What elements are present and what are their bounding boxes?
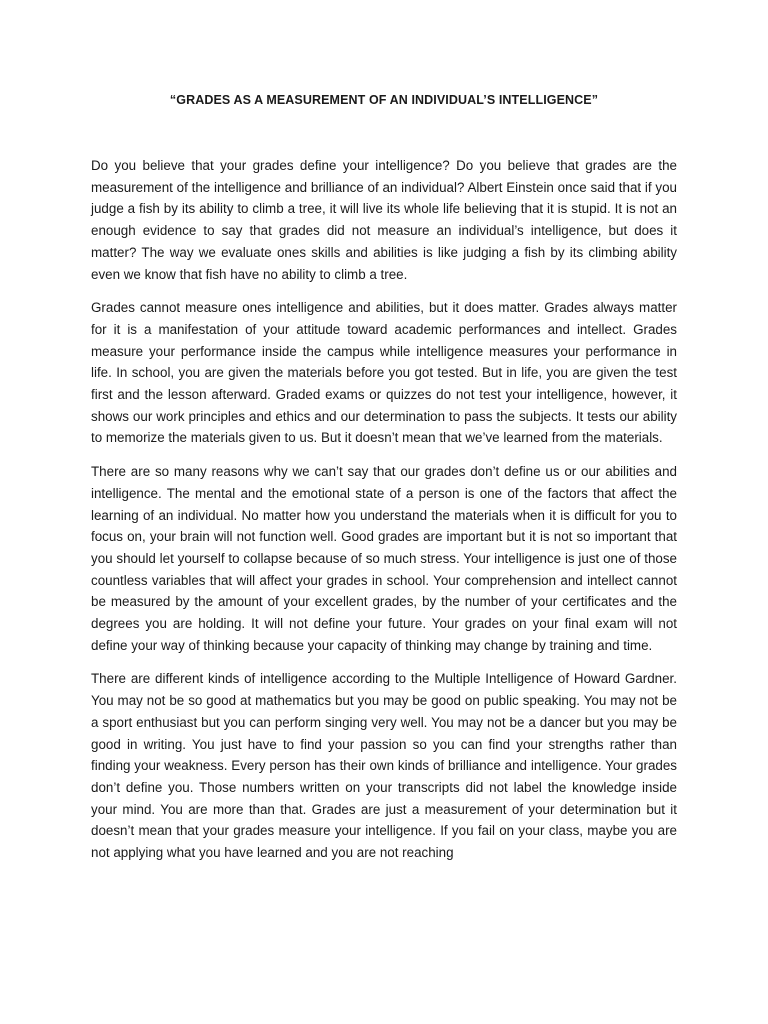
document-title: “GRADES AS A MEASUREMENT OF AN INDIVIDUAL’S INTELLIGENCE” (169, 93, 599, 107)
paragraph-2: Grades cannot measure ones intelligence and abilities, but it does matter. Grades always matter for it is a manifestation of your attitude toward academic performances and intellect. Grades measure your performance inside the campus while intelligence measures your performance in life. In school, you are given the materials before you got tested. But in life, you are given the test first and the lesson afterward. Graded exams or quizzes do not test your intelligence, however, it shows our work principles and ethics and our determination to pass the subjects. It tests our ability to memorize the materials given to us. But it doesn’t mean that we’ve learned from the materials. (91, 300, 677, 446)
document-body (91, 155, 677, 876)
paragraph-4: There are different kinds of intelligence according to the Multiple Intelligence of Howard Gardner. You may not be so good at mathematics but you may be good on public speaking. You may not be a sport enthusiast but you can perform singing very well. You may not be a dancer but you may be good in writing. You just have to find your passion so you can find your strengths rather than finding your weakness. Every person has their own kinds of brilliance and intelligence. Your grades don’t define you. Those numbers written on your transcripts did not label the knowledge inside your mind. You are more than that. Grades are just a measurement of your determination but it doesn’t mean that your grades measure your intelligence. If you fail on your class, maybe you are not applying what you have learned and you are not reaching (91, 671, 677, 861)
paragraph-3: There are so many reasons why we can’t say that our grades don’t define us or our abilities and intelligence. The mental and the emotional state of a person is one of the factors that affect the learning of an individual. No matter how you understand the materials when it is difficult for you to focus on, your brain will not function well. Good grades are important but it is not so important that you should let yourself to collapse because of so much stress. Your intelligence is just one of those countless variables that will affect your grades in school. Your comprehension and intellect cannot be measured by the amount of your excellent grades, by the number of your certificates and the degrees you are holding. It will not define your future. Your grades on your final exam will not define your way of thinking because your capacity of thinking may change by training and time. (91, 464, 677, 653)
paragraph-1: Do you believe that your grades define your intelligence? Do you believe that grades are the measurement of the intelligence and brilliance of an individual? Albert Einstein once said that if you judge a fish by its ability to climb a tree, it will live its whole life believing that it is stupid. It is not an enough evidence to say that grades did not measure an individual’s intelligence, but does it matter? The way we evaluate ones skills and abilities is like judging a fish by its climbing ability even we know that fish have no ability to climb a tree. (91, 158, 677, 282)
